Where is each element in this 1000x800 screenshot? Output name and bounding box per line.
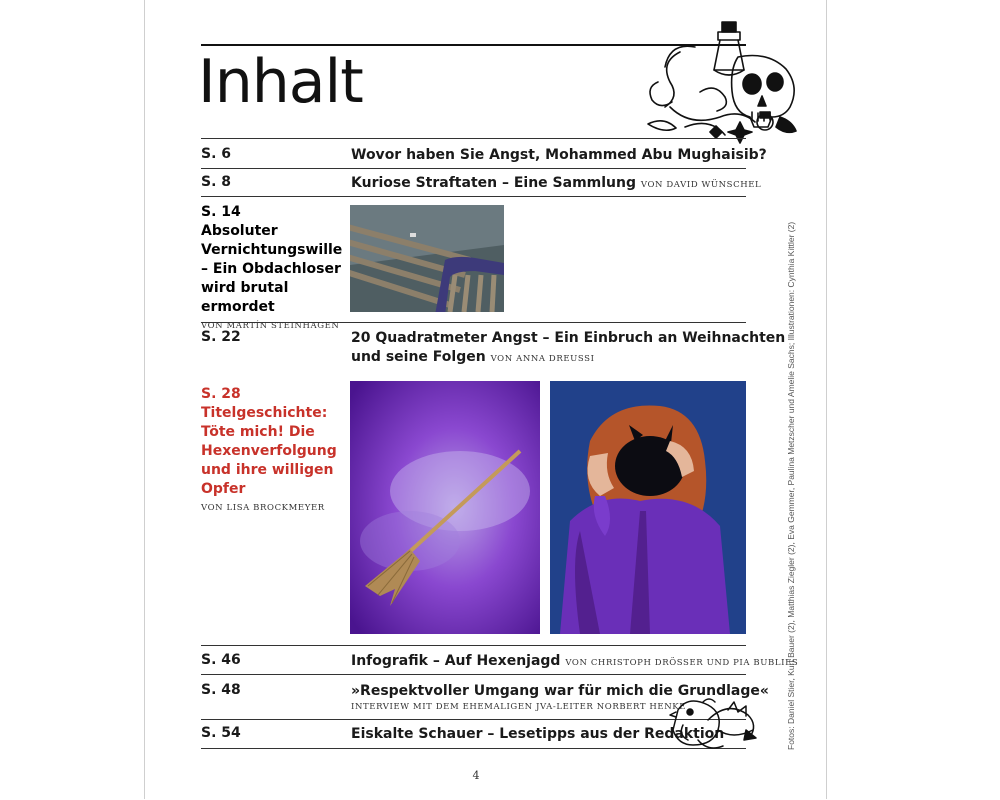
entry-title-row[interactable] (351, 174, 761, 195)
entry-page-number: S. 6 (201, 146, 232, 162)
entry-byline: VON CHRISTOPH DRÖSSER UND PIA BUBLIES (565, 658, 799, 668)
entry-title[interactable]: Eiskalte Schauer – Lesetipps aus der Redaktion (351, 726, 725, 742)
bench-photo (350, 205, 504, 312)
entry-page-number: S. 8 (201, 174, 232, 190)
entry-title: Infografik – Auf Hexenjagd (351, 653, 561, 669)
entry-title: Titelgeschichte: Töte mich! Die Hexenverfolgung und ihre willigen Opfer (201, 405, 337, 497)
broom-photo (350, 381, 540, 634)
bird-illustration (668, 690, 768, 760)
footer-page-number: 4 (472, 769, 480, 782)
entry-title: »Respektvoller Umgang war für mich die Grundlage« (351, 683, 769, 699)
entry-title-continued: und seine Folgen (351, 349, 486, 365)
rule (201, 748, 746, 749)
rule (201, 674, 746, 675)
rule (201, 645, 746, 646)
entry-byline: VON MARTÍN STEINHAGEN (201, 321, 340, 331)
entry-byline: INTERVIEW MIT DEM EHEMALIGEN JVA-LEITER NORBERT HENKE (351, 702, 687, 712)
entry-page-number: S. 22 (201, 329, 241, 345)
cover-story-block[interactable] (201, 385, 346, 513)
entry-title: Absoluter Vernichtungswille – Ein Obdachloser wird brutal ermordet (201, 223, 343, 315)
skull-crown-illustration (640, 12, 805, 147)
rule (201, 168, 746, 169)
entry-byline: VON LISA BROCKMEYER (201, 503, 325, 513)
entry-block[interactable] (201, 203, 346, 331)
entry-title: Kuriose Straftaten – Eine Sammlung (351, 175, 637, 191)
woman-cat-photo (550, 381, 746, 634)
entry-byline: VON ANNA DREUSSI (490, 354, 595, 364)
rule (201, 138, 746, 139)
entry-page-number: S. 28 (201, 386, 241, 402)
entry-byline: VON DAVID WÜNSCHEL (640, 180, 762, 190)
entry-title[interactable]: Wovor haben Sie Angst, Mohammed Abu Mughaisib? (351, 147, 767, 163)
entry-page-number: S. 54 (201, 725, 241, 741)
page-title: Inhalt (198, 47, 363, 117)
entry-title: 20 Quadratmeter Angst – Ein Einbruch an Weihnachten (351, 330, 786, 346)
rule (201, 196, 746, 197)
entry-page-number: S. 46 (201, 652, 241, 668)
entry-page-number: S. 14 (201, 204, 241, 220)
rule (201, 719, 746, 720)
entry-title-row[interactable] (351, 652, 798, 673)
entry-title-row[interactable] (351, 329, 785, 369)
photo-credits: Fotos: Daniel Stier, Kurt Bauer (2), Matthias Ziegler (2), Eva Gemmer, Paulina Metzscher und Amelie Sachs; Illustrationen: Cynthia Kittler (2) (786, 221, 796, 750)
entry-page-number: S. 48 (201, 682, 241, 698)
